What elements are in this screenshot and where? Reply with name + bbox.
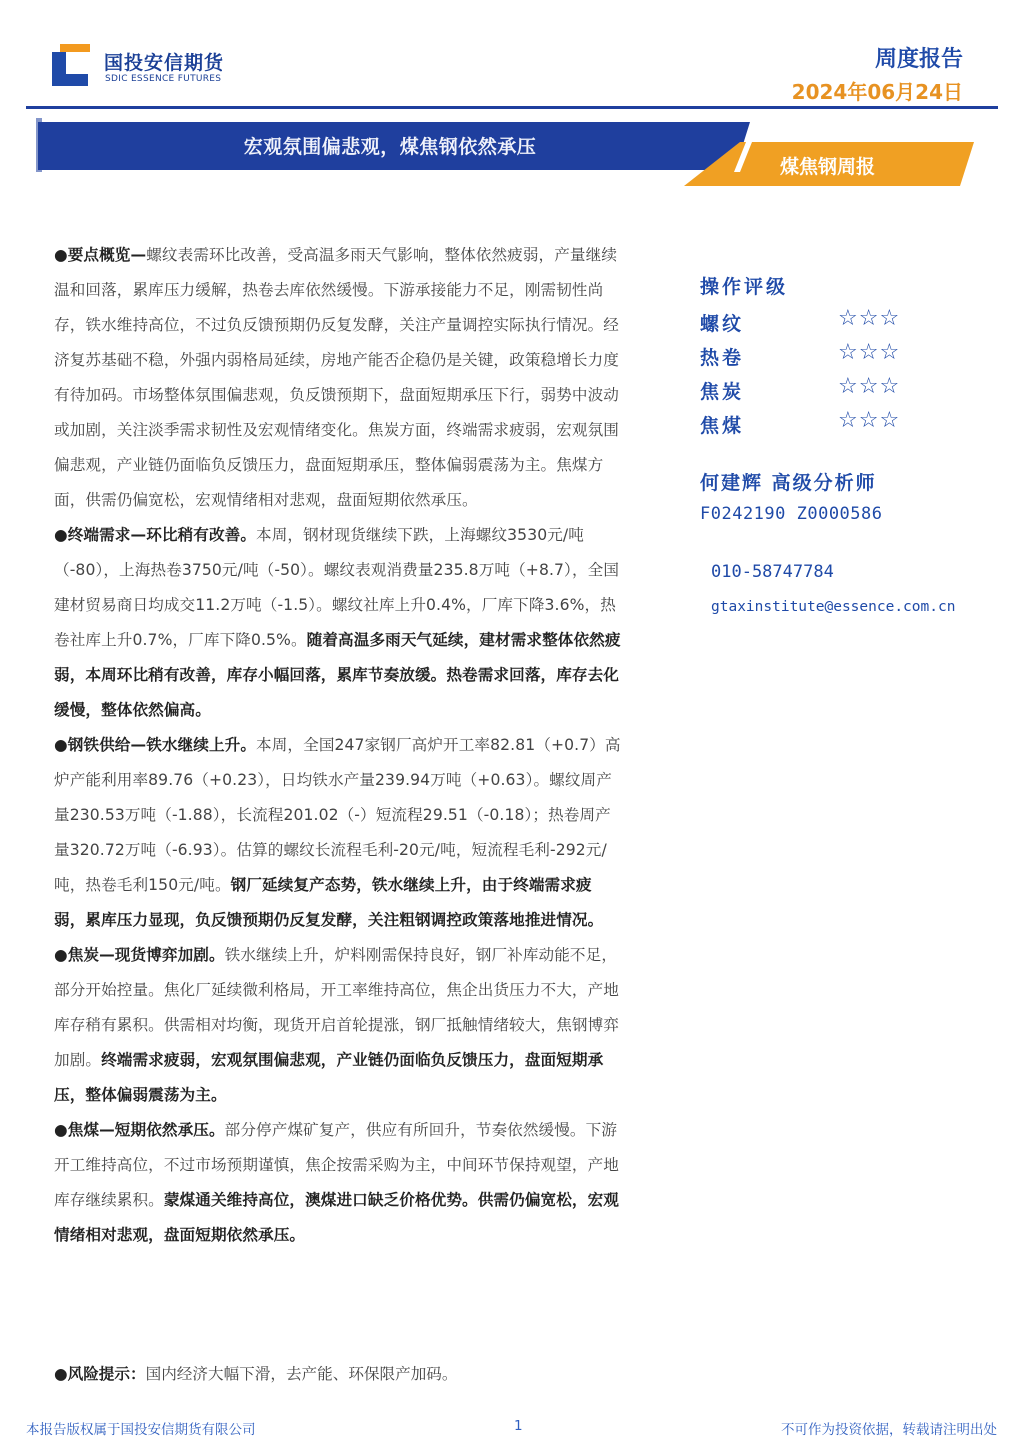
summary-paragraph-overview: [54, 238, 622, 518]
bullet-icon: ●: [54, 246, 68, 264]
star-rating-icon: ☆☆☆: [838, 306, 901, 331]
star-rating-icon: ☆☆☆: [838, 408, 901, 433]
footer-copyright: 本报告版权属于国投安信期货有限公司: [26, 1422, 256, 1438]
report-series-tag: 煤焦钢周报: [779, 156, 875, 178]
paragraph-text: 本周，全国247家钢厂高炉开工率82.81（+0.7）高炉产能利用率89.76（+0.23），日均铁水产量239.94万吨（+0.63）。螺纹周产量230.53万吨（-1.88），长流程201.02（-）短流程29.51（-0.18）；热卷周产量320.72万吨（-6.93）。估算的螺纹长流程毛利-20元/吨，短流程毛利-292元/吨，热卷毛利150元/吨。: [54, 736, 621, 894]
rating-row-coking-coal: [700, 407, 1020, 441]
bullet-icon: ●: [54, 736, 68, 754]
report-date: 2024年06月24日: [791, 80, 963, 104]
rating-row-coke: [700, 373, 1020, 407]
analyst-name: 何建辉 高级分析师: [700, 472, 877, 494]
rating-row-rebar: [700, 305, 1020, 339]
star-rating-icon: ☆☆☆: [838, 340, 901, 365]
risk-warning: [54, 1360, 654, 1388]
paragraph-conclusion: 终端需求疲弱，宏观氛围偏悲观，产业链仍面临负反馈压力，盘面短期承压，整体偏弱震荡为主。: [54, 1051, 604, 1104]
rating-product: 热卷: [700, 347, 745, 369]
summary-paragraph-supply: [54, 728, 622, 938]
rating-row-hot-coil: [700, 339, 1020, 373]
paragraph-heading: 要点概览—: [67, 246, 147, 264]
rating-product: 螺纹: [700, 313, 745, 335]
rating-sidebar: [700, 272, 1020, 615]
paragraph-heading: 焦煤—短期依然承压。: [67, 1121, 225, 1139]
contact-email[interactable]: gtaxinstitute@essence.com.cn: [711, 599, 956, 615]
star-rating-icon: ☆☆☆: [838, 374, 901, 399]
bullet-icon: ●: [54, 1365, 68, 1383]
paragraph-heading: 焦炭—现货博弈加剧。: [67, 946, 225, 964]
paragraph-text: 部分停产煤矿复产，供应有所回升，节奏依然缓慢。下游开工维持高位，不过市场预期谨慎，焦企按需采购为主，中间环节保持观望，产地库存继续累积。: [54, 1121, 619, 1209]
rating-product: 焦煤: [700, 415, 745, 437]
paragraph-text: 本周，钢材现货继续下跌，上海螺纹3530元/吨（-80），上海热卷3750元/吨（-50）。螺纹表观消费量235.8万吨（+8.7），全国建材贸易商日均成交11.2万吨（-1.5）。螺纹社库上升0.4%，厂库下降3.6%，热卷社库上升0.7%，厂库下降0.5%。: [54, 526, 620, 649]
risk-label: 风险提示：: [67, 1365, 146, 1383]
paragraph-conclusion: 钢厂延续复产态势，铁水继续上升，由于终端需求疲弱，累库压力显现，负反馈预期仍反复发酵，关注粗钢调控政策落地推进情况。: [54, 876, 604, 929]
contact-phone: 010-58747784: [711, 562, 834, 582]
summary-paragraph-coke: [54, 938, 622, 1113]
paragraph-conclusion: 随着高温多雨天气延续，建材需求整体依然疲弱，本周环比稍有改善，库存小幅回落，累库节奏放缓。热卷需求回落，库存去化缓慢，整体依然偏高。: [54, 631, 621, 719]
analyst-certificate: F0242190 Z0000586: [700, 504, 883, 524]
bullet-icon: ●: [54, 1121, 68, 1139]
risk-text: 国内经济大幅下滑，去产能、环保限产加码。: [145, 1365, 458, 1383]
rating-title: 操作评级: [700, 276, 789, 298]
paragraph-heading: 钢铁供给—铁水继续上升。: [67, 736, 257, 754]
logo-chinese-name: 国投安信期货: [104, 52, 225, 74]
paragraph-text: 铁水继续上升，炉料刚需保持良好，钢厂补库动能不足，部分开始控量。焦化厂延续微利格局，开工率维持高位，焦企出货压力不大，产地库存稍有累积。供需相对均衡，现货开启首轮提涨，钢厂抵触情绪较大，焦钢博弈加剧。: [54, 946, 619, 1069]
paragraph-conclusion: 蒙煤通关维持高位，澳煤进口缺乏价格优势。供需仍偏宽松，宏观情绪相对悲观，盘面短期依然承压。: [54, 1191, 619, 1244]
report-title: 宏观氛围偏悲观，煤焦钢依然承压: [243, 136, 537, 158]
paragraph-text: 螺纹表需环比改善，受高温多雨天气影响，整体依然疲弱，产量继续温和回落，累库压力缓解，热卷去库依然缓慢。下游承接能力不足，刚需韧性尚存，铁水维持高位，不过负反馈预期仍反复发酵，关注产量调控实际执行情况。经济复苏基础不稳，外强内弱格局延续，房地产能否企稳仍是关键，政策稳增长力度有待加码。市场整体氛围偏悲观，负反馈预期下，盘面短期承压下行，弱势中波动或加剧，关注淡季需求韧性及宏观情绪变化。焦炭方面，终端需求疲弱，宏观氛围偏悲观，产业链仍面临负反馈压力，盘面短期承压，整体偏弱震荡为主。焦煤方面，供需仍偏宽松，宏观情绪相对悲观，盘面短期依然承压。: [54, 246, 619, 509]
report-type: 周度报告: [874, 47, 963, 72]
paragraph-heading: 终端需求—环比稍有改善。: [67, 526, 257, 544]
summary-body: [54, 238, 622, 1253]
logo-english-name: SDIC ESSENCE FUTURES: [105, 74, 222, 84]
summary-paragraph-demand: [54, 518, 622, 728]
rating-product: 焦炭: [700, 381, 745, 403]
summary-paragraph-coking-coal: [54, 1113, 622, 1253]
bullet-icon: ●: [54, 526, 68, 544]
page-number: 1: [514, 1418, 523, 1434]
footer-disclaimer: 不可作为投资依据，转载请注明出处: [781, 1422, 997, 1438]
bullet-icon: ●: [54, 946, 68, 964]
